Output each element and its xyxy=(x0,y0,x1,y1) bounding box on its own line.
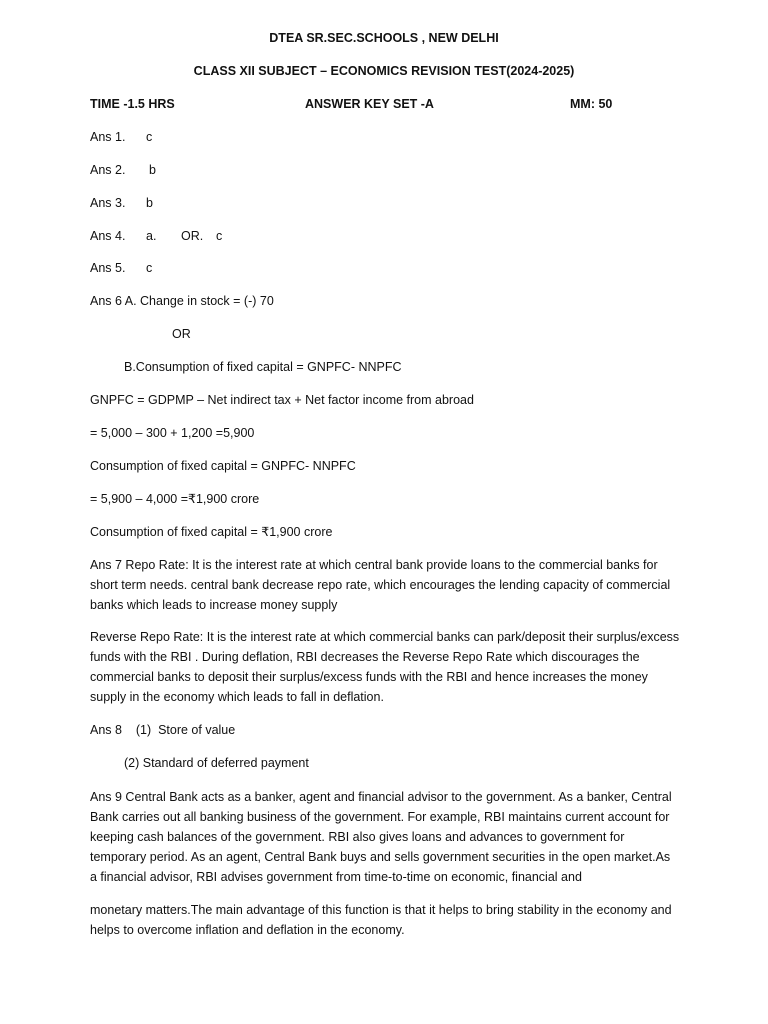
ans8-line1: Ans 8 (1) Store of value xyxy=(90,723,236,737)
ans6-cfc-formula: Consumption of fixed capital = GNPFC- NNPFC xyxy=(90,459,356,473)
time-duration: TIME -1.5 HRS xyxy=(90,97,175,111)
ans4-label: Ans 4. xyxy=(90,229,126,243)
ans5-value: c xyxy=(146,261,153,275)
ans3-label: Ans 3. xyxy=(90,196,126,210)
ans7-reverse-repo-rate: Reverse Repo Rate: It is the interest rate at which commercial banks can park/deposit their surplus/excess funds with the RBI . During deflation, RBI decreases the Reverse Repo Rate which discourages the commercial banks to deposit their surplus/excess funds with the RBI and hence increases the money supply in the economy which leads to fall in deflation. xyxy=(90,630,680,704)
ans6-part-b: B.Consumption of fixed capital = GNPFC- NNPFC xyxy=(124,360,402,374)
class-subject: CLASS XII SUBJECT – ECONOMICS REVISION TEST(2024-2025) xyxy=(193,64,575,78)
school-name: DTEA SR.SEC.SCHOOLS , NEW DELHI xyxy=(269,31,499,45)
ans1-value: c xyxy=(146,130,153,144)
ans6-or: OR xyxy=(172,327,191,341)
ans6-gnpfc-formula: GNPFC = GDPMP – Net indirect tax + Net factor income from abroad xyxy=(90,393,474,407)
ans6-part-a: Ans 6 A. Change in stock = (-) 70 xyxy=(90,294,274,308)
ans4-value: a. xyxy=(146,229,157,243)
ans9-paragraph1: Ans 9 Central Bank acts as a banker, agent and financial advisor to the government. As a banker, Central Bank carries out all banking business of the government. For example, RBI maintains current account for keeping cash balances of the government. RBI also gives loans and advances to government for temporary period. As an agent, Central Bank buys and sells government securities in the open market.As a financial advisor, RBI advises government from time-to-time on economic, financial and xyxy=(90,790,672,884)
ans6-gnpfc-calc: = 5,000 – 300 + 1,200 =5,900 xyxy=(90,426,255,440)
ans1-label: Ans 1. xyxy=(90,130,126,144)
ans6-cfc-result: Consumption of fixed capital = ₹1,900 crore xyxy=(90,525,333,539)
max-marks: MM: 50 xyxy=(570,97,613,111)
ans2-value: b xyxy=(149,163,156,177)
ans4-alt: c xyxy=(216,229,223,243)
ans9-paragraph2: monetary matters.The main advantage of this function is that it helps to bring stability in the economy and helps to overcome inflation and deflation in the economy. xyxy=(90,903,672,937)
ans7-repo-rate: Ans 7 Repo Rate: It is the interest rate at which central bank provide loans to the commercial banks for short term needs. central bank decrease repo rate, which encourages the lending capacity of commercial banks which leads to increase money supply xyxy=(90,558,671,612)
ans5-label: Ans 5. xyxy=(90,261,126,275)
ans6-cfc-calc: = 5,900 – 4,000 =₹1,900 crore xyxy=(90,492,260,506)
answer-key-set: ANSWER KEY SET -A xyxy=(305,97,434,111)
ans2-label: Ans 2. xyxy=(90,163,126,177)
ans8-line2: (2) Standard of deferred payment xyxy=(124,756,309,770)
ans3-value: b xyxy=(146,196,153,210)
ans4-or: OR. xyxy=(181,229,204,243)
